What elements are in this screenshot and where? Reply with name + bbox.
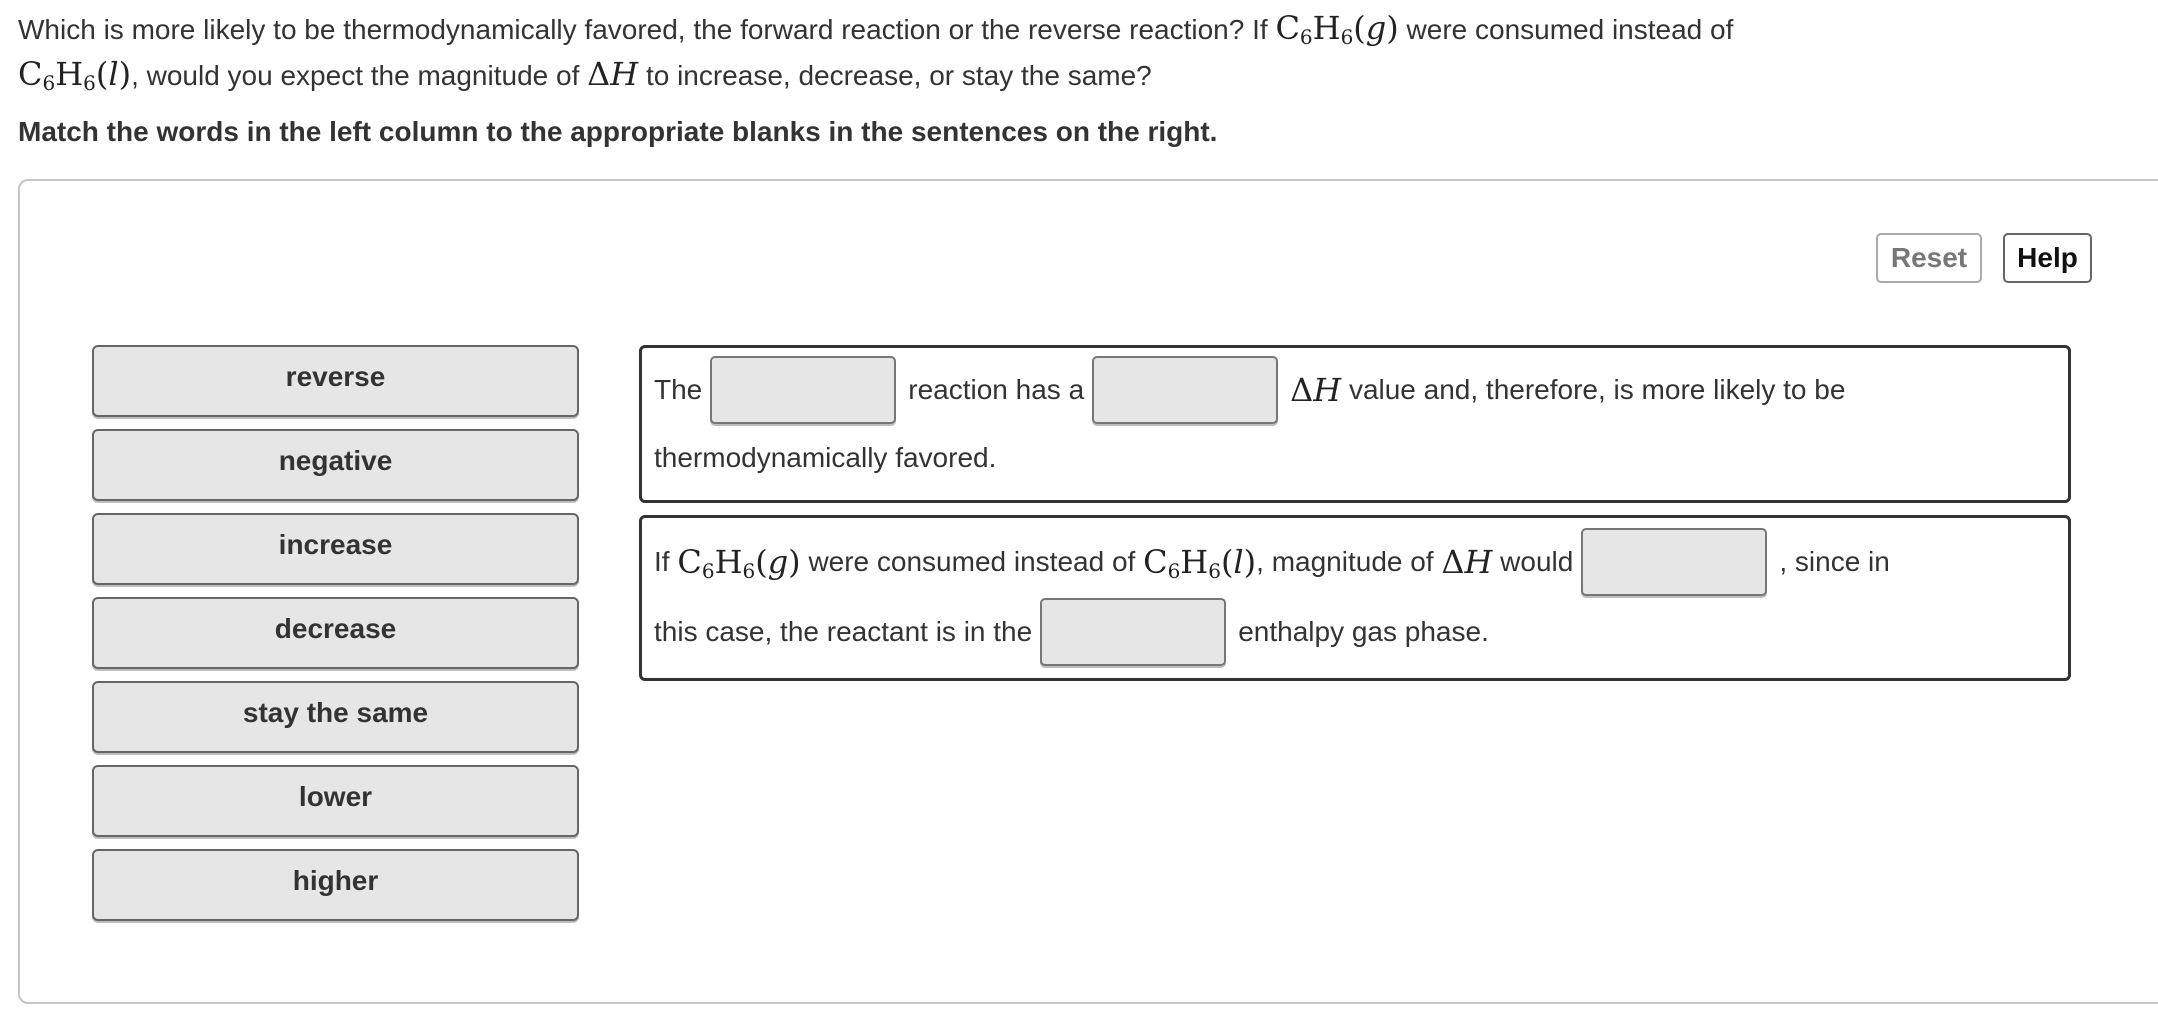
word-tile-lower[interactable]: lower xyxy=(92,765,579,837)
sentence-2-text: would xyxy=(1500,546,1574,577)
word-tile-decrease[interactable]: decrease xyxy=(92,597,579,669)
reset-button[interactable]: Reset xyxy=(1876,233,1982,283)
formula-benzene-gas: $C_6H_6(g)$ xyxy=(1275,9,1399,49)
sentence-1-line-1 xyxy=(654,356,1845,424)
sentence-2-text: , since in xyxy=(1779,546,1890,577)
word-tile-higher[interactable]: higher xyxy=(92,849,579,921)
instructions: Match the words in the left column to the appropriate blanks in the sentences on the right. xyxy=(18,116,1218,147)
word-tile-increase[interactable]: increase xyxy=(92,513,579,585)
sentence-2-line-1 xyxy=(654,528,1890,596)
formula-benzene-liquid: $C_6H_6(l)$ xyxy=(18,55,132,95)
sentence-1-text: reaction has a xyxy=(908,374,1085,405)
sentence-box-1 xyxy=(639,345,2071,503)
drop-target-1[interactable] xyxy=(710,356,896,424)
sentence-2-text: , magnitude of xyxy=(1256,546,1434,577)
sentence-1-text: The xyxy=(654,374,703,405)
sentence-1-line-2 xyxy=(654,436,996,480)
formula-benzene-liquid: $C_6H_6(l)$ xyxy=(1143,543,1257,583)
question-part4: to increase, decrease, or stay the same? xyxy=(645,60,1152,91)
sentence-box-2 xyxy=(639,515,2071,681)
word-bank xyxy=(92,345,579,933)
sentence-2-text: were consumed instead of xyxy=(808,546,1136,577)
question-text xyxy=(18,6,2138,98)
word-tile-stay-the-same[interactable]: stay the same xyxy=(92,681,579,753)
question-part2: were consumed instead of xyxy=(1406,14,1734,45)
sentence-1-text: thermodynamically favored. xyxy=(654,442,997,473)
sentence-1-text: value and, therefore, is more likely to be xyxy=(1348,374,1846,405)
drop-target-2[interactable] xyxy=(1092,356,1278,424)
formula-benzene-gas: $C_6H_6(g)$ xyxy=(677,543,801,583)
drop-target-3[interactable] xyxy=(1581,528,1767,596)
delta-h-symbol: ΔH xyxy=(1290,371,1342,409)
sentence-2-text: enthalpy gas phase. xyxy=(1238,616,1489,647)
word-tile-reverse[interactable]: reverse xyxy=(92,345,579,417)
question-part3: , would you expect the magnitude of xyxy=(131,60,580,91)
delta-h-symbol: ΔH xyxy=(587,55,639,93)
delta-h-symbol: ΔH xyxy=(1441,543,1493,581)
word-tile-negative[interactable]: negative xyxy=(92,429,579,501)
drop-target-4[interactable] xyxy=(1040,598,1226,666)
sentence-2-text: If xyxy=(654,546,670,577)
question-part1: Which is more likely to be thermodynamically favored, the forward reaction or the reverse reaction? If xyxy=(18,14,1268,45)
help-button[interactable]: Help xyxy=(2003,233,2092,283)
sentence-2-text: this case, the reactant is in the xyxy=(654,616,1033,647)
sentence-2-line-2 xyxy=(654,598,1489,666)
